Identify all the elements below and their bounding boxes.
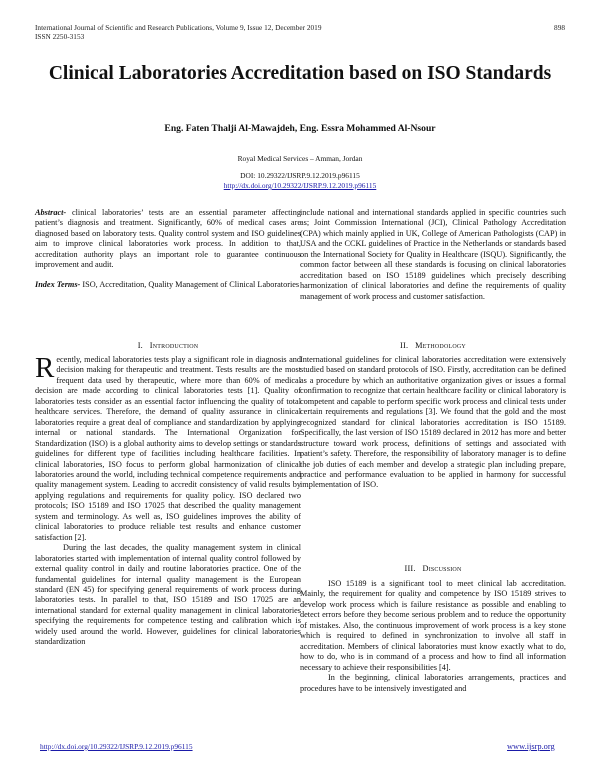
paper-title: Clinical Laboratories Accreditation based on ISO Standards	[48, 63, 552, 84]
journal-line: International Journal of Scientific and Research Publications, Volume 9, Issue 12, December 2019	[35, 23, 322, 32]
introduction-body	[35, 352, 301, 648]
section-heading-discussion: III. Discussion	[404, 564, 462, 573]
footer-doi-link[interactable]: http://dx.doi.org/10.29322/IJSRP.9.12.2019.p96115	[40, 742, 193, 751]
drop-cap: R	[35, 352, 55, 384]
section-heading-introduction: I. Introduction	[137, 341, 199, 350]
affiliation: Royal Medical Services – Amman, Jordan	[237, 154, 363, 163]
paragraph: Recently, medical laboratories tests play a significant role in diagnosis and decision making for therapeutic and treatment. Tests results are the most frequent data used by therapeutic, where more than 60% of medical decision are made according to clinical laboratories tests [1]. Quality of laboratories tests consider as an essential factor influencing the quality of total healthcare services. Therefore, the demand of quality assurance in clinical laboratories require a great deal of compliance and standardization by applying internal or national standards. The International Organization for Standardization (ISO) is a global authority aims to develop settings or standards guidelines for different type of facilities including healthcare facilities. In clinical laboratories, ISO focus to perform global harmonization of clinical laboratories around the world, including technical competence requirements and quality management system. Leading to accredit consistency of valid results by applying regulations and requirements for quality policy. ISO declared two protocols; ISO 15189 and ISO 17025 that described the quality management system and terminology. As well as, ISO guidelines improves the ability of clinical laboratories to produce reliable test results and enhance customer satisfaction [2].	[35, 352, 301, 542]
abstract-text: clinical laboratories’ tests are an essential parameter affecting patient’s diagnosis and treatment. Significantly, 60% of medical cases are diagnosed based on laboratory tests. Quality control system and ISO guidelines aim to improve clinical laboratories work process. In addition to that, accreditation authority plays an important role to guarantee continuous improvement and audit.	[35, 208, 301, 270]
doi-block	[40, 171, 560, 191]
doi-text: DOI: 10.29322/IJSRP.9.12.2019.p96115	[240, 171, 360, 180]
index-terms-text: ISO, Accreditation, Quality Management of Clinical Laboratories	[80, 279, 300, 289]
abstract	[35, 208, 301, 271]
paragraph: During the last decades, the quality management system in clinical laboratories started with implementation of internal quality control followed by external quality control in daily and routine laboratories practice. One of the fundamental guidelines for internal quality management is the European standard (EN 45) for specifying general requirements of work process during laboratories tests. In parallel to that, ISO 15189 and ISO 17025 are an international standard for external quality management in clinical laboratories specifying the requirements for competence testing and calibration which is widely used around the world. However, guidelines for clinical laboratories standardization	[35, 543, 301, 647]
paragraph: include national and international standards applied in specific countries such as; Joint Commission International (JCI), Clinical Pathology Accreditation (CPA) which mainly applied in UK, College of American Pathologists (CAP) in USA and the CCKL guidelines of Practice in the Netherlands or standards based on the International Society for Quality in Healthcare (ISQU). Significantly, the common factor between all these standards is focusing on clinical laboratories accreditation based on ISO 15189 guidelines which precisely describing harmonization of clinical laboratories and define the requirements of quality management of work process and customer satisfaction.	[300, 208, 566, 301]
issn-line: ISSN 2250-3153	[35, 32, 85, 41]
running-header	[35, 23, 565, 41]
methodology-body	[300, 355, 566, 491]
paragraph: In the beginning, clinical laboratories arrangements, practices and procedures have to be intensively investigated and	[300, 673, 566, 693]
right-column-top	[300, 208, 566, 302]
index-terms	[35, 280, 301, 290]
doi-link[interactable]: http://dx.doi.org/10.29322/IJSRP.9.12.2019.p96115	[223, 181, 377, 190]
page-number: 898	[554, 23, 565, 32]
author-list: Eng. Faten Thalji Al-Mawajdeh, Eng. Essra Mohammed Al-Nsour	[164, 123, 436, 134]
section-heading-methodology: II. Methodology	[400, 341, 466, 350]
paragraph: International guidelines for clinical laboratories accreditation were extensively studied based on standard protocols of ISO. Firstly, accreditation can be defined as a procedure by which an authoritative organization gives or issues a formal confirmation to recognize that certain healthcare facility or clinical laboratory is competent and capable to perform specific work process and clinical tests under certain requirements and regulations [3]. We found that the gold and the most recognized standard for clinical laboratories accreditation is ISO 15189. Specifically, the last version of ISO 15189 declared in 2012 has more and better structure toward work process, definitions of settings and associated with patient’s safety. Therefore, the responsibility of laboratory manager is to define the job duties of each member and develop a strategic plan including prepare, practice and performance evaluation to be applied in harmony for successful implementation of ISO.	[300, 355, 566, 490]
abstract-column	[35, 208, 301, 290]
abstract-label: Abstract-	[35, 208, 67, 217]
index-terms-label: Index Terms-	[35, 279, 81, 289]
paragraph: ISO 15189 is a significant tool to meet clinical lab accreditation. Mainly, the requirement for quality and competence by ISO 15189 strives to develop work process which is failure resistance as possible and enabling to detect errors before they become serious problem and to reduce the opportunity of mistakes. Also, the continuous improvement of work process is a key stone which is required to defined in synchronization to involve all staff in accreditation. Members of clinical laboratories must know exactly what to do, how to do, who is in command of a process and how to find all information necessary to achieve their responsibilities [4].	[300, 579, 566, 672]
footer-site-link[interactable]: www.ijsrp.org	[507, 742, 555, 751]
discussion-body	[300, 579, 566, 694]
